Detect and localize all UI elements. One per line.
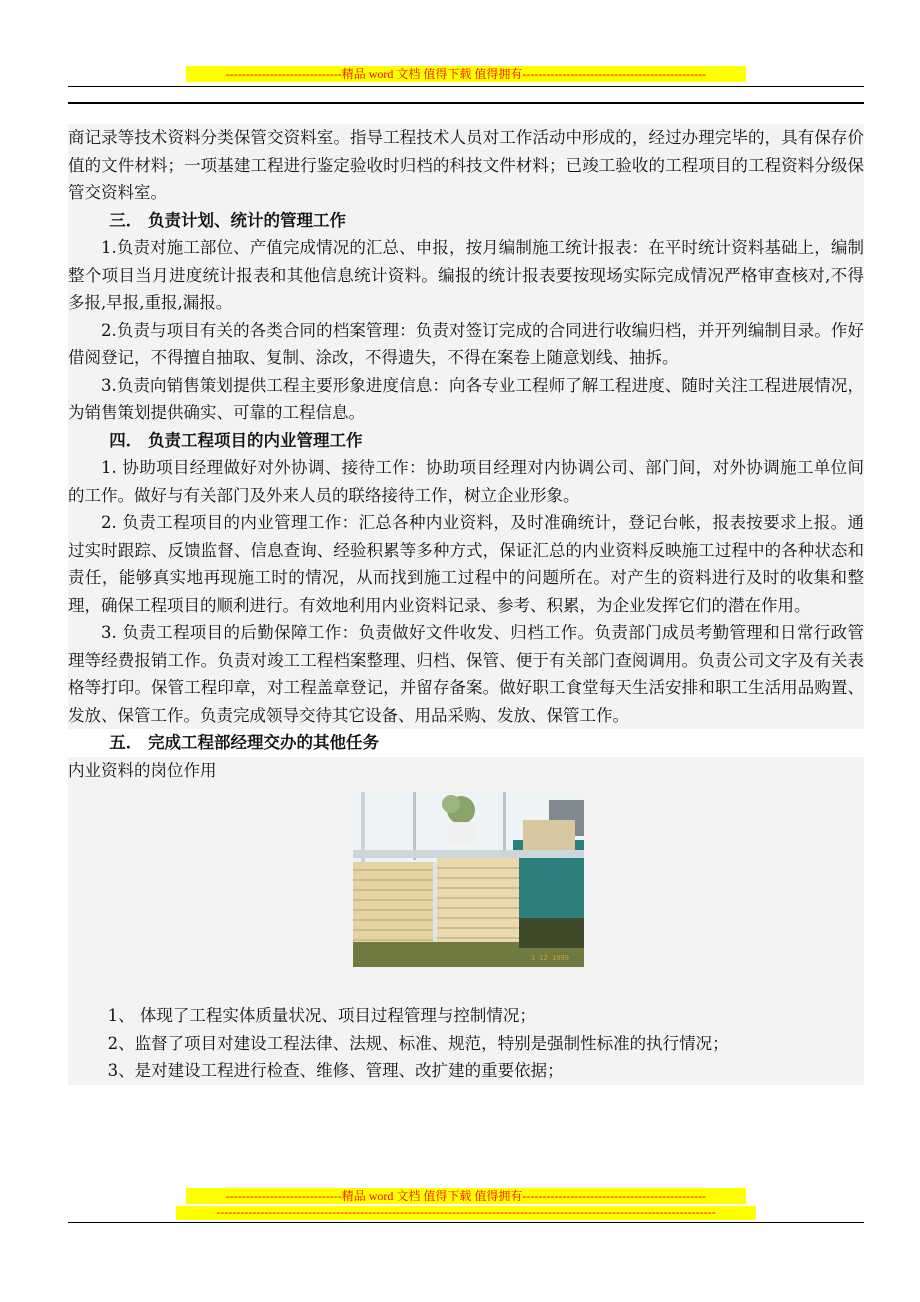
section-4-item-1: 1. 协助项目经理做好对外协调、接待工作：协助项目经理对内协调公司、部门间，对外协调施工单位间的工作。做好与有关部门及外来人员的联络接待工作，树立企业形象。 [68, 458, 864, 505]
footer-rule [68, 1222, 864, 1223]
header-rule-thin [68, 86, 864, 87]
list-item: 2、监督了项目对建设工程法律、法规、标准、规范，特别是强制性标准的执行情况； [107, 1033, 729, 1053]
section-5-title: 五． 完成工程部经理交办的其他任务 [109, 733, 379, 752]
paragraph-intro: 商记录等技术资料分类保管交资料室。指导工程技术人员对工作活动中形成的，经过办理完毕的，具有保存价值的文件材料；一项基建工程进行鉴定验收时归档的科技文件材料；已竣工验收的工程项目的工程资料分级保管交资料室。 [68, 128, 864, 202]
section-3-item-3: 3.负责向销售策划提供工程主要形象进度信息：向各专业工程师了解工程进度、随时关注工程进展情况，为销售策划提供确实、可靠的工程信息。 [68, 375, 864, 422]
text-block-main [68, 124, 864, 729]
section-3-item-1: 1.负责对施工部位、产值完成情况的汇总、申报，按月编制施工统计报表：在平时统计资料基础上，编制整个项目当月进度统计报表和其他信息统计资料。编报的统计报表要按现场实际完成情况严格审查核对,不得多报,早报,重报,漏报。 [68, 238, 864, 312]
role-title-block [68, 757, 864, 785]
section-4-title: 四． 负责工程项目的内业管理工作 [109, 430, 363, 450]
footer-dashes: ----------------------------------------------------------------------------------------------------------------------------- [176, 1206, 756, 1220]
document-stack-photo [353, 792, 584, 967]
photo-area [68, 784, 864, 1002]
section-3-title: 三． 负责计划、统计的管理工作 [109, 210, 346, 230]
header-banner: -----------------------------精品 word 文档 值得下载 值得拥有---------------------------------------------- [186, 66, 746, 82]
role-title: 内业资料的岗位作用 [68, 760, 217, 780]
role-list [68, 1002, 864, 1085]
section-4-item-3: 3. 负责工程项目的后勤保障工作：负责做好文件收发、归档工作。负责部门成员考勤管理和日常行政管理等经费报销工作。负责对竣工工程档案整理、归档、保管、便于有关部门查阅调用。负责公司文字及有关表格等打印。保管工程印章，对工程盖章登记，并留存备案。做好职工食堂每天生活安排和职工生活用品购置、发放、保管工作。负责完成领导交待其它设备、用品采购、发放、保管工作。 [68, 623, 864, 725]
list-item: 1、 体现了工程实体质量状况、项目过程管理与控制情况； [107, 1006, 536, 1025]
list-item: 3、是对建设工程进行检查、维修、管理、改扩建的重要依据； [107, 1061, 564, 1080]
document-body [68, 124, 864, 1085]
photo-date-stamp: 1 12 1999 [531, 954, 569, 962]
footer-banner: -----------------------------精品 word 文档 值得下载 值得拥有---------------------------------------------- [186, 1188, 746, 1204]
section-4-item-2: 2. 负责工程项目的内业管理工作：汇总各种内业资料，及时准确统计，登记台帐，报表按要求上报。通过实时跟踪、反馈监督、信息查询、经验积累等多种方式，保证汇总的内业资料反映施工过程中的各种状态和责任，能够真实地再现施工时的情况，从而找到施工过程中的问题所在。对产生的资料进行及时的收集和整理，确保工程项目的顺利进行。有效地利用内业资料记录、参考、积累，为企业发挥它们的潜在作用。 [68, 513, 864, 615]
section-3-item-2: 2.负责与项目有关的各类合同的档案管理：负责对签订完成的合同进行收编归档，并开列编制目录。作好借阅登记，不得擅自抽取、复制、涂改，不得遗失，不得在案卷上随意划线、抽拆。 [68, 320, 864, 367]
header-rule-thick [68, 102, 864, 104]
